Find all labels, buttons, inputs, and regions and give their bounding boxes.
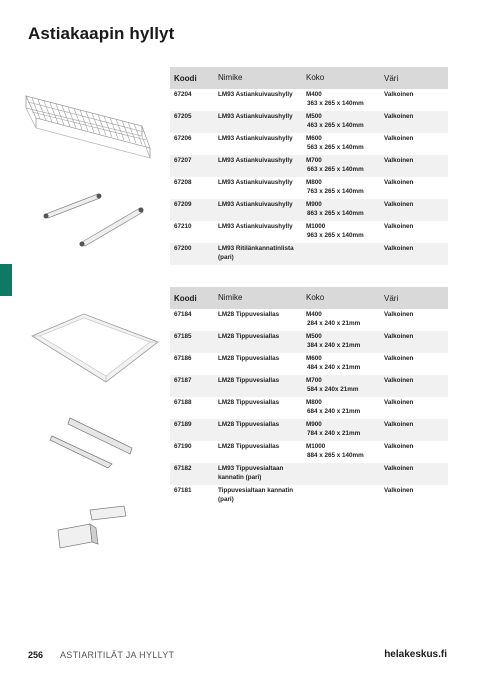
size-dimensions: 684 x 240 x 21mm — [307, 407, 361, 415]
cell-size — [306, 377, 384, 394]
cell-color: Valkoinen — [384, 311, 414, 318]
table-row — [170, 89, 448, 111]
cell-size — [306, 91, 384, 108]
size-dimensions: 484 x 240 x 21mm — [307, 363, 361, 371]
cell-code: 67182 — [174, 465, 192, 472]
rack-support-rail-image — [40, 184, 152, 250]
table-row — [170, 331, 448, 353]
dish-rack-table — [170, 67, 448, 265]
cell-code: 67186 — [174, 355, 192, 362]
drip-tray-bracket-image — [54, 502, 130, 552]
size-dimensions: 463 x 265 x 140mm — [307, 121, 364, 129]
table-header — [170, 287, 448, 309]
table-row — [170, 375, 448, 397]
page-title: Astiakaapin hyllyt — [28, 24, 175, 43]
table-row — [170, 309, 448, 331]
size-dimensions: 284 x 240 x 21mm — [307, 319, 361, 327]
cell-code: 67210 — [174, 223, 192, 230]
cell-size — [306, 135, 384, 152]
column-header-name: Nimike — [218, 292, 243, 302]
table-row — [170, 485, 448, 507]
cell-size — [306, 179, 384, 196]
section-tab-marker — [0, 264, 12, 296]
column-header-name: Nimike — [218, 72, 243, 82]
cell-code: 67204 — [174, 91, 192, 98]
column-header-size: Koko — [306, 292, 325, 302]
size-dimensions: 584 x 240x 21mm — [307, 385, 359, 393]
size-label: M600 — [306, 135, 322, 142]
size-dimensions: 784 x 240 x 21mm — [307, 429, 361, 437]
cell-code: 67208 — [174, 179, 192, 186]
cell-size — [306, 245, 384, 262]
cell-color: Valkoinen — [384, 333, 414, 340]
cell-name: LM93 Tippuvesialtaan kannatin (pari) — [218, 465, 284, 481]
table-body — [170, 89, 448, 265]
cell-name: LM28 Tippuvesiallas — [218, 355, 280, 362]
table-row — [170, 463, 448, 485]
drip-tray-table — [170, 287, 448, 507]
size-label: M900 — [306, 201, 322, 208]
cell-color: Valkoinen — [384, 421, 414, 428]
size-label: M900 — [306, 421, 322, 428]
table-row — [170, 133, 448, 155]
cell-code: 67187 — [174, 377, 192, 384]
cell-size — [306, 421, 384, 438]
cell-size — [306, 333, 384, 350]
size-dimensions: 663 x 265 x 140mm — [307, 165, 364, 173]
cell-code: 67189 — [174, 421, 192, 428]
cell-name: LM93 Ritilänkannatinlista (pari) — [218, 245, 294, 261]
cell-name: LM28 Tippuvesiallas — [218, 377, 280, 384]
cell-color: Valkoinen — [384, 443, 414, 450]
table-row — [170, 199, 448, 221]
size-dimensions: 863 x 265 x 140mm — [307, 209, 364, 217]
cell-name: LM93 Astiankuivaushylly — [218, 179, 293, 186]
cell-color: Valkoinen — [384, 245, 414, 252]
cell-name: LM28 Tippuvesiallas — [218, 311, 280, 318]
cell-code: 67209 — [174, 201, 192, 208]
cell-name: LM93 Astiankuivaushylly — [218, 113, 293, 120]
cell-color: Valkoinen — [384, 399, 414, 406]
size-label: M1000 — [306, 443, 326, 450]
size-dimensions: 963 x 265 x 140mm — [307, 231, 364, 239]
table-row — [170, 111, 448, 133]
table-row — [170, 155, 448, 177]
cell-size — [306, 487, 384, 504]
cell-name: LM28 Tippuvesiallas — [218, 443, 280, 450]
cell-code: 67188 — [174, 399, 192, 406]
cell-name: LM93 Astiankuivaushylly — [218, 201, 293, 208]
size-label: M800 — [306, 399, 322, 406]
size-label: M600 — [306, 355, 322, 362]
cell-code: 67190 — [174, 443, 192, 450]
cell-size — [306, 399, 384, 416]
table-row — [170, 243, 448, 265]
cell-size — [306, 223, 384, 240]
website-link[interactable]: helakeskus.fi — [384, 649, 447, 660]
cell-name: LM93 Astiankuivaushylly — [218, 157, 293, 164]
cell-name: LM28 Tippuvesiallas — [218, 333, 280, 340]
table-row — [170, 397, 448, 419]
cell-color: Valkoinen — [384, 355, 414, 362]
cell-code: 67185 — [174, 333, 192, 340]
table-row — [170, 419, 448, 441]
size-label: M700 — [306, 157, 322, 164]
size-label: M1000 — [306, 223, 326, 230]
dish-rack-image — [22, 88, 156, 166]
table-header — [170, 67, 448, 89]
cell-color: Valkoinen — [384, 157, 414, 164]
cell-size — [306, 443, 384, 460]
cell-color: Valkoinen — [384, 377, 414, 384]
cell-size — [306, 157, 384, 174]
column-header-color: Väri — [384, 293, 399, 303]
cell-color: Valkoinen — [384, 487, 414, 494]
size-dimensions: 763 x 265 x 140mm — [307, 187, 364, 195]
table-row — [170, 353, 448, 375]
column-header-color: Väri — [384, 73, 399, 83]
cell-size — [306, 113, 384, 130]
cell-name: LM93 Astiankuivaushylly — [218, 135, 293, 142]
cell-name: LM28 Tippuvesiallas — [218, 421, 280, 428]
cell-code: 67207 — [174, 157, 192, 164]
size-label: M800 — [306, 179, 322, 186]
cell-name: LM93 Astiankuivaushylly — [218, 91, 293, 98]
column-header-code: Koodi — [174, 293, 197, 303]
size-dimensions: 563 x 265 x 140mm — [307, 143, 364, 151]
column-header-size: Koko — [306, 72, 325, 82]
cell-name: LM28 Tippuvesiallas — [218, 399, 280, 406]
cell-color: Valkoinen — [384, 465, 414, 472]
cell-size — [306, 465, 384, 482]
cell-size — [306, 355, 384, 372]
table-row — [170, 221, 448, 243]
cell-color: Valkoinen — [384, 113, 414, 120]
table-row — [170, 441, 448, 463]
section-name: ASTIARITILÄT JA HYLLYT — [60, 650, 175, 660]
size-label: M500 — [306, 333, 322, 340]
size-dimensions: 884 x 265 x 140mm — [307, 451, 364, 459]
size-label: M400 — [306, 91, 322, 98]
size-dimensions: 384 x 240 x 21mm — [307, 341, 361, 349]
cell-color: Valkoinen — [384, 135, 414, 142]
cell-code: 67205 — [174, 113, 192, 120]
cell-size — [306, 311, 384, 328]
size-dimensions: 363 x 265 x 140mm — [307, 99, 364, 107]
table-body — [170, 309, 448, 507]
cell-color: Valkoinen — [384, 179, 414, 186]
size-label: M500 — [306, 113, 322, 120]
drip-tray-support-image — [48, 412, 134, 468]
drip-tray-image — [30, 312, 160, 384]
cell-code: 67200 — [174, 245, 192, 252]
cell-code: 67181 — [174, 487, 192, 494]
cell-size — [306, 201, 384, 218]
cell-code: 67184 — [174, 311, 192, 318]
cell-name: Tippuvesialtaan kannatin (pari) — [218, 487, 294, 503]
cell-color: Valkoinen — [384, 201, 414, 208]
column-header-code: Koodi — [174, 73, 197, 83]
table-row — [170, 177, 448, 199]
page-number: 256 — [28, 650, 44, 660]
cell-color: Valkoinen — [384, 91, 414, 98]
size-label: M700 — [306, 377, 322, 384]
cell-name: LM93 Astiankuivaushylly — [218, 223, 293, 230]
size-label: M400 — [306, 311, 322, 318]
cell-color: Valkoinen — [384, 223, 414, 230]
cell-code: 67206 — [174, 135, 192, 142]
